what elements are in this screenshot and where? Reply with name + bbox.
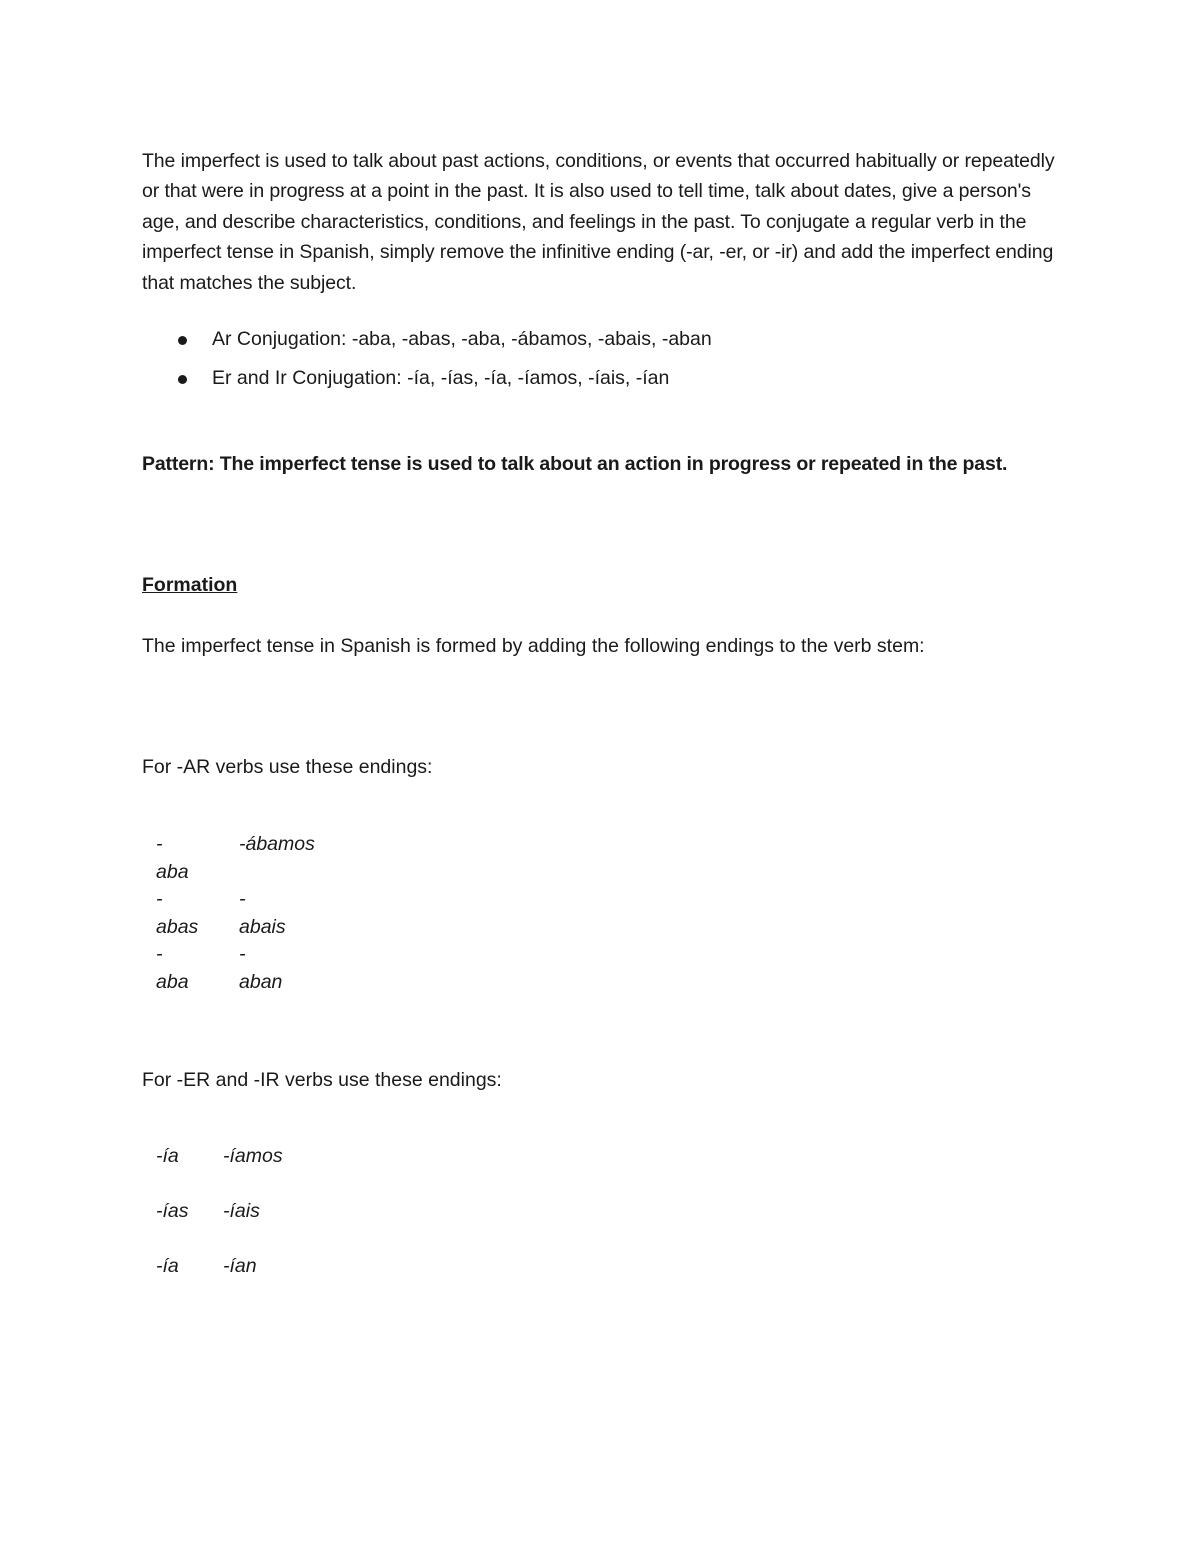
singular-ending: -aba xyxy=(156,943,189,993)
plural-ending: -ían xyxy=(223,1255,257,1277)
singular-ending: -aba xyxy=(156,833,189,883)
er-ir-conjugation-text: Er and Ir Conjugation: -ía, -ías, -ía, -íamos, -íais, -ían xyxy=(212,367,670,389)
er-ir-endings-intro: For -ER and -IR verbs use these endings: xyxy=(142,1069,502,1091)
intro-paragraph: The imperfect is used to talk about past actions, conditions, or events that occurred habitually or repeatedly or that were in progress at a point in the past. It is also used to tell time, talk about dates, give a person's age, and describe characteristics, conditions, and feelings in the past. To conjugate a regular verb in the imperfect tense in Spanish, simply remove the infinitive ending (-ar, -er, or -ir) and add the imperfect ending that matches the subject. xyxy=(142,150,1055,294)
ar-endings-intro: For -AR verbs use these endings: xyxy=(142,756,433,778)
bullet-icon xyxy=(178,375,187,384)
list-item xyxy=(142,362,712,401)
plural-ending: -ábamos xyxy=(239,833,315,855)
ar-conjugation-text: Ar Conjugation: -aba, -abas, -aba, -ábamos, -abais, -aban xyxy=(212,328,712,350)
singular-ending: -ías xyxy=(156,1200,189,1222)
pattern-statement: Pattern: The imperfect tense is used to talk about an action in progress or repeated in the past. xyxy=(142,453,1008,475)
plural-ending: -aban xyxy=(239,943,283,993)
formation-text: The imperfect tense in Spanish is formed by adding the following endings to the verb stem: xyxy=(142,635,925,657)
plural-ending: -íais xyxy=(223,1200,260,1222)
conjugation-list xyxy=(142,323,712,401)
plural-ending: -abais xyxy=(239,888,286,938)
plural-ending: -íamos xyxy=(223,1145,283,1167)
singular-ending: -ía xyxy=(156,1255,179,1277)
bullet-icon xyxy=(178,336,187,345)
list-item xyxy=(142,323,712,362)
singular-ending: -abas xyxy=(156,888,199,938)
formation-heading: Formation xyxy=(142,574,238,596)
singular-ending: -ía xyxy=(156,1145,179,1167)
